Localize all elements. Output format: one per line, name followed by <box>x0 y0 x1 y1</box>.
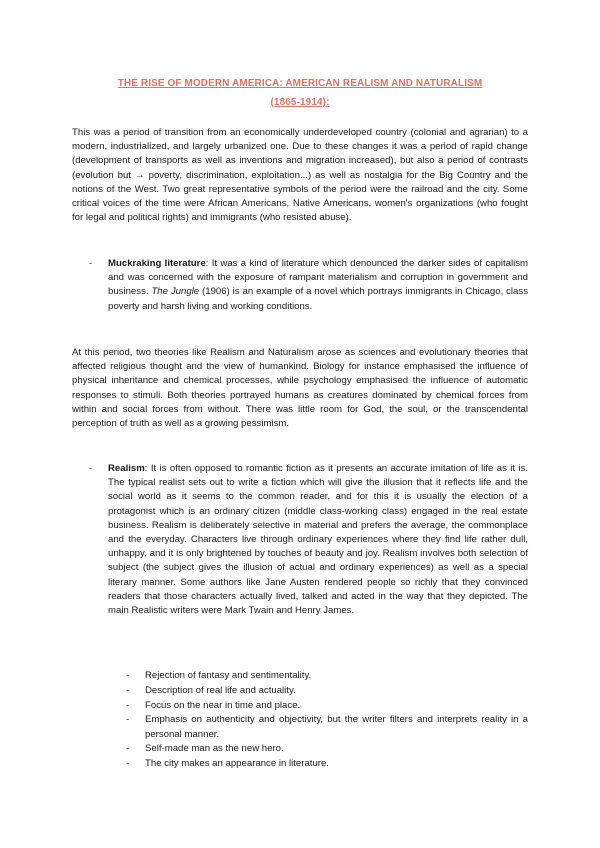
realism-features-list <box>126 669 528 772</box>
list-item <box>126 669 528 683</box>
page-title <box>70 74 530 112</box>
list-item-text: The city makes an appearance in literature. <box>145 758 329 770</box>
muckraking-bullet-dash: - <box>89 258 93 269</box>
list-item-dash: - <box>126 743 130 755</box>
intro-paragraph: This was a period of transition from an economically underdeveloped country (colonial and agrarian) to a modern, industrialized, and largely urbanized one. Due to these changes it was a period of rapid change (development of transports as well as inventions and migration increased), but also a period of contrasts (evolution but → poverty, discrimination, exploitation...) as well as nostalgia for the Big Country and the notions of the West. Two great representative symbols of the period were the railroad and the city. Some critical voices of the time were African Americans, Native Americans, women's organizations (who fought for legal and political rights) and immigrants (who resisted abuse). <box>72 127 528 224</box>
list-item-dash: - <box>126 670 130 681</box>
list-item <box>126 699 528 713</box>
list-item-text: Self-made man as the new hero. <box>145 743 284 755</box>
realism-text: : It is often opposed to romantic fiction as it presents an accurate imitation of life as it is. The typical realist sets out to write a fiction which will give the illusion that it reflects life and the social world as it seems to the common reader, and for this it is usually the election of a protagonist which is an ordinary citizen (middle class-working class) engaged in the real estate business. Realism is deliberately selective in material and prefers the average, the commonplace and the everyday. Characters live through ordinary experiences where they find life rather dull, unhappy, and it is only brightened by touches of beauty and joy. Realism involves both selection of subject (the subject gives the illusion of actual and ordinary experiences) as well as a special literary manner. Some authors like Jane Austen rendered people so richly that they convinced readers that those characters actually lived, talked and acted in the way that they depicted. The main Realistic writers were Mark Twain and Henry James. <box>108 463 528 617</box>
list-item-text: Focus on the near in time and place. <box>145 699 301 711</box>
list-item-text: Rejection of fantasy and sentimentality. <box>145 670 312 681</box>
muckraking-book-title: The Jungle <box>151 286 200 298</box>
title-line-1: THE RISE OF MODERN AMERICA: AMERICAN REALISM AND NATURALISM <box>117 78 483 89</box>
realism-bullet <box>108 462 528 618</box>
list-item-text: Emphasis on authenticity and objectivity, but the writer filters and interprets reality in a personal manner. <box>145 714 528 740</box>
realism-term: Realism <box>108 463 145 474</box>
list-item-text: Description of real life and actuality. <box>145 684 296 696</box>
list-item-dash: - <box>126 758 130 770</box>
list-item <box>126 742 528 756</box>
list-item-dash: - <box>126 684 130 696</box>
muckraking-text-after: (1906) is an example of a novel which portrays immigrants in Chicago, class poverty and harsh living and working conditions. <box>108 286 528 312</box>
list-item-dash: - <box>126 699 130 711</box>
theories-paragraph: At this period, two theories like Realism and Naturalism arose as sciences and evolutionary theories that affected religious thought and the view of humankind. Biology for instance emphasised the influence of physical inheritance and chemical processes, while psychology emphasised the influence of automatic responses to stimuli. Both theories portrayed humans as creatures dominated by chemical forces from within and social forces from without. There was little room for God, the soul, or the transcendental perception of truth as well as a growing pessimism. <box>72 347 528 430</box>
muckraking-term: Muckraking literature <box>108 258 206 269</box>
list-item-dash: - <box>126 714 130 726</box>
realism-bullet-dash: - <box>89 463 93 474</box>
muckraking-text-before: : It was a kind of literature which denounced the darker sides of capitalism and was concerned with the exposure of rampant materialism and corruption in government and business. <box>108 258 528 298</box>
muckraking-bullet <box>108 257 528 314</box>
title-line-2: (1865-1914): <box>270 97 330 108</box>
list-item <box>126 684 528 698</box>
list-item <box>126 757 528 771</box>
list-item <box>126 713 528 741</box>
